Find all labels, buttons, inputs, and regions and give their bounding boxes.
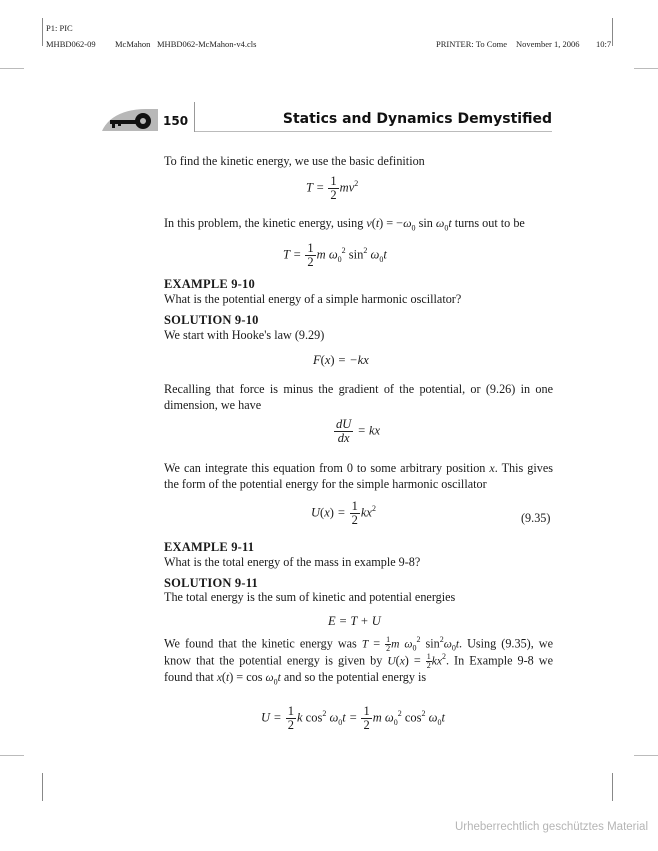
trim-mark [634,68,658,69]
solution-9-10-title: SOLUTION 9-10 [164,313,259,327]
running-head-rule [195,131,552,132]
example-9-10-title: EXAMPLE 9-10 [164,277,255,291]
text-run: turns out to be [451,216,525,230]
paragraph-definition: To find the kinetic energy, we use the basic definition [164,154,425,168]
equation-potential-result: U = $\frac{1}{2}$ k $\cos^2 \omega_0t$ = $\frac{1}{2}$ m $\omega_0^2$ $\cos^2 \omega_0t$ [261,704,445,732]
equation-potential-energy: U(x) = $\frac{1}{2}$ $kx^2$ [311,499,376,527]
watermark: Urheberrechtlich geschütztes Material [454,821,648,833]
running-head-title: Statics and Dynamics Demystified [282,111,552,127]
solution-9-10-text: We start with Hooke's law (9.29) [164,328,325,342]
paragraph-found: We found that the kinetic energy was T = $\frac{1}{2}$ m $\omega_0^2$ $\sin^2\omega_0t$. Using (9.35), we know that the potential energy is given by U(x) = $\frac{1}{2}$ $kx^2$. In Example 9-8 we found that $x(t) = \cos \omega_0t$ and so the potential energy is [164,635,554,687]
print-header-line1: P1: PIC [46,23,73,33]
text-run: We found that the kinetic energy was [164,636,362,651]
crop-mark [612,18,613,46]
print-header-file: MHBD062-McMahon-v4.cls [157,39,257,49]
text-run: . In Example 9-8 we found that [164,653,553,684]
paragraph-kinetic-problem: In this problem, the kinetic energy, using $v(t) = -\omega_0$ $\sin \omega_0t$ turns out to be [164,216,525,233]
crop-mark [612,773,613,801]
page-number: 150 [163,114,189,128]
print-header-job-code: MHBD062-09 [46,39,96,49]
key-icon [100,105,158,131]
example-9-11-title: EXAMPLE 9-11 [164,540,255,554]
crop-mark [42,773,43,801]
trim-mark [0,755,24,756]
text-run: and so the potential energy is [280,670,427,684]
text-run: . This gives the form of the potential energy for the simple harmonic oscillator [164,461,553,491]
equation-total-energy: E = T + U [328,614,381,628]
solution-9-11-title: SOLUTION 9-11 [164,576,258,590]
trim-mark [0,68,24,69]
trim-mark [634,755,658,756]
example-9-11-text: What is the total energy of the mass in example 9-8? [164,555,421,569]
print-header-time: 10:7 [596,39,612,49]
paragraph-gradient: Recalling that force is minus the gradient of the potential, or (9.26) in one dimension, we have [164,382,553,412]
paragraph-integrate: We can integrate this equation from 0 to some arbitrary position x. This gives the form of the potential energy for the simple harmonic oscillator [164,461,553,491]
equation-hookes-law: F(x) = −kx [313,353,369,367]
equation-kinetic-definition: T = $\frac{1}{2}$ $mv^2$ [306,174,359,202]
example-9-10-text: What is the potential energy of a simple harmonic oscillator? [164,292,462,306]
text-run: In this problem, the kinetic energy, using [164,216,367,230]
equation-number: (9.35) [521,511,551,525]
crop-mark [42,18,43,46]
equation-kinetic-result: T = $\frac{1}{2}$ m $\omega_0^2$ $\sin^2 \omega_0t$ [283,241,387,269]
text-run: We can integrate this equation from 0 to some arbitrary position [164,461,490,475]
text-run: . Using (9.35), we know that the potential energy is given by [164,636,554,668]
equation-du-dx: $\frac{dU}{dx}$ = kx [336,417,381,445]
solution-9-11-text: The total energy is the sum of kinetic and potential energies [164,590,456,604]
print-header-author: McMahon [115,39,151,49]
print-header-date: November 1, 2006 [516,39,580,49]
running-head-divider [194,102,195,132]
print-header-printer: PRINTER: To Come [436,39,508,49]
